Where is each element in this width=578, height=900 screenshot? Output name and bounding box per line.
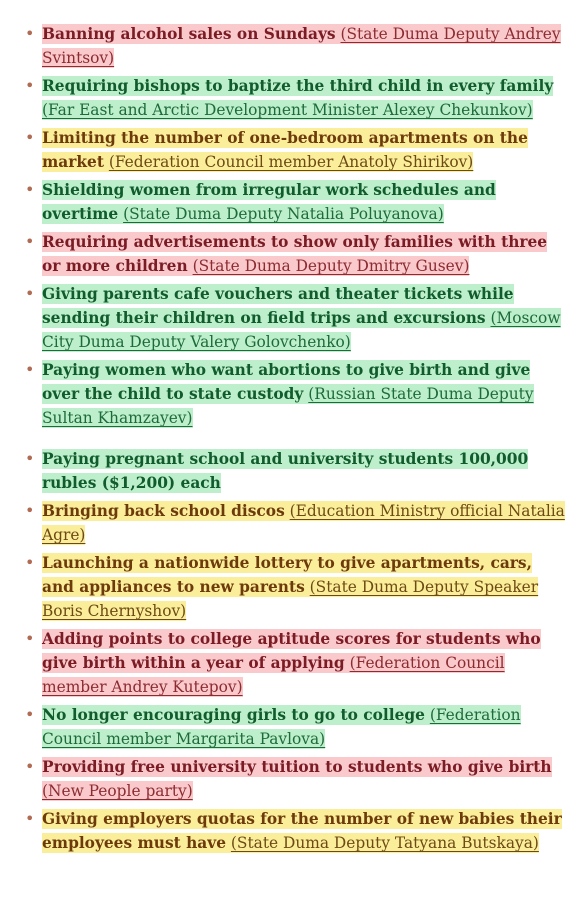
proposal-text: Adding points to college aptitude scores for students who give birth within a year of applying xyxy=(42,630,541,672)
bullet-icon: • xyxy=(25,629,35,648)
proposal-text: Banning alcohol sales on Sundays xyxy=(42,25,336,43)
bullet-icon: • xyxy=(25,284,35,303)
source-link[interactable]: (State Duma Deputy Speaker Boris Chernyshov) xyxy=(42,578,539,620)
bullet-icon: • xyxy=(25,232,35,251)
bullet-icon: • xyxy=(25,757,35,776)
list-item xyxy=(25,807,566,855)
bullet-icon: • xyxy=(25,76,35,95)
bullet-icon: • xyxy=(25,180,35,199)
source-link[interactable]: (Education Ministry official Natalia Agre) xyxy=(42,502,565,544)
list-item xyxy=(25,230,566,278)
highlight xyxy=(42,180,496,224)
proposal-text: Paying pregnant school and university students 100,000 rubles ($1,200) each xyxy=(42,450,529,492)
bullet-icon: • xyxy=(25,705,35,724)
proposal-text: Requiring advertisements to show only families with three or more children xyxy=(42,233,548,275)
highlight xyxy=(42,553,538,621)
source-link[interactable]: (State Duma Deputy Tatyana Butskaya) xyxy=(230,834,539,852)
source-link[interactable]: (Federation Council member Anatoly Shirikov) xyxy=(108,153,474,171)
source-link[interactable]: (Moscow City Duma Deputy Valery Golovchenko) xyxy=(42,309,561,351)
bullet-icon: • xyxy=(25,449,35,468)
bullet-icon: • xyxy=(25,24,35,43)
list-item xyxy=(25,755,566,803)
proposal-text: Bringing back school discos xyxy=(42,502,285,520)
source-link[interactable]: (Russian State Duma Deputy Sultan Khamzayev) xyxy=(42,385,534,427)
proposal-text: Shielding women from irregular work schedules and overtime xyxy=(42,181,496,223)
list-item xyxy=(25,703,566,751)
highlight xyxy=(42,76,553,120)
list-item xyxy=(25,627,566,699)
highlight xyxy=(42,501,565,545)
proposal-text: Providing free university tuition to students who give birth xyxy=(42,758,552,776)
bullet-icon: • xyxy=(25,809,35,828)
list-item xyxy=(25,358,566,430)
source-link[interactable]: (Federation Council member Margarita Pavlova) xyxy=(42,706,521,748)
highlight xyxy=(42,284,561,352)
list-item xyxy=(25,178,566,226)
proposal-text: Giving parents cafe vouchers and theater tickets while sending their children on field trips and excursions xyxy=(42,285,514,327)
list-item xyxy=(25,22,566,70)
bullet-icon: • xyxy=(25,553,35,572)
list-item xyxy=(25,447,566,495)
proposal-text: Giving employers quotas for the number of new babies their employees must have xyxy=(42,810,562,852)
highlight xyxy=(42,757,552,801)
proposal-text: Requiring bishops to baptize the third child in every family xyxy=(42,77,554,95)
source-link[interactable]: (State Duma Deputy Natalia Poluyanova) xyxy=(123,205,444,223)
source-link[interactable]: (Far East and Arctic Development Minister Alexey Chekunkov) xyxy=(42,101,533,119)
highlight xyxy=(42,809,562,853)
source-link[interactable]: (New People party) xyxy=(42,782,193,800)
list-item xyxy=(25,126,566,174)
proposal-text: Launching a nationwide lottery to give apartments, cars, and appliances to new parents xyxy=(42,554,532,596)
highlight xyxy=(42,629,541,697)
source-link[interactable]: (State Duma Deputy Andrey Svintsov) xyxy=(42,25,561,67)
highlight xyxy=(42,705,521,749)
list-item xyxy=(25,74,566,122)
highlight xyxy=(42,360,534,428)
highlight xyxy=(42,232,547,276)
highlight xyxy=(42,128,528,172)
source-link[interactable]: (Federation Council member Andrey Kutepov) xyxy=(42,654,505,696)
highlight xyxy=(42,24,561,68)
bullet-icon: • xyxy=(25,128,35,147)
proposal-text: Limiting the number of one-bedroom apartments on the market xyxy=(42,129,528,171)
bullet-icon: • xyxy=(25,360,35,379)
list-item xyxy=(25,282,566,354)
list-item xyxy=(25,551,566,623)
list-item xyxy=(25,499,566,547)
source-link[interactable]: (State Duma Deputy Dmitry Gusev) xyxy=(192,257,470,275)
proposal-text: Paying women who want abortions to give birth and give over the child to state custody xyxy=(42,361,531,403)
proposal-text: No longer encouraging girls to go to college xyxy=(42,706,425,724)
bullet-icon: • xyxy=(25,501,35,520)
highlight xyxy=(42,449,528,493)
